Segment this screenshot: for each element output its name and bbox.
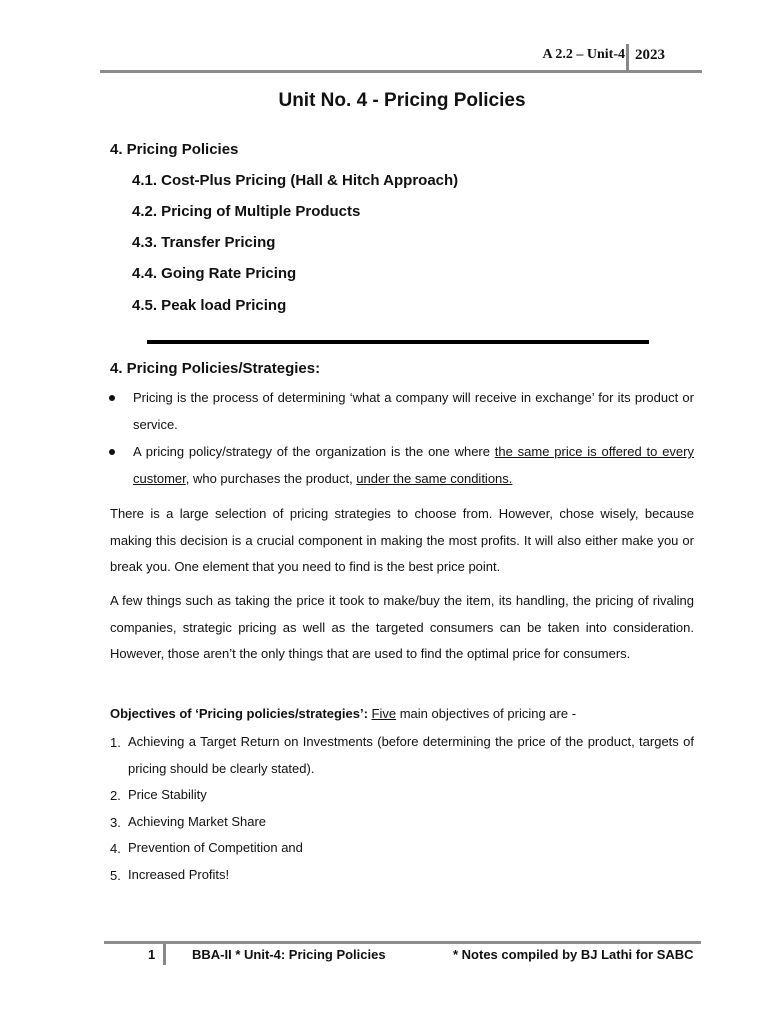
list-item: Increased Profits! [128,867,230,882]
footer-page-number: 1 [148,947,156,962]
list-number: 1. [110,735,121,750]
list-number: 4. [110,841,121,856]
list-number: 2. [110,788,121,803]
header-unit-code: A 2.2 – Unit-4 [542,47,625,62]
objectives-count: Five [371,706,397,721]
toc-item: 4.2. Pricing of Multiple Products [132,203,361,220]
header-rule [100,70,702,73]
bullet-icon [109,449,115,455]
bullet-text [133,439,694,492]
bullet-text-part: , who purchases the product, [185,470,357,486]
header-divider [626,44,629,70]
toc-item: 4.1. Cost-Plus Pricing (Hall & Hitch Approach) [132,172,459,189]
list-item: Achieving Market Share [128,814,267,829]
footer-notes: * Notes compiled by BJ Lathi for SABC [453,947,694,962]
objectives-label: Objectives of ‘Pricing policies/strategies’: [110,706,368,721]
underlined-phrase: under the same conditions. [356,470,513,486]
toc-item: 4.4. Going Rate Pricing [132,265,297,282]
section-separator [147,340,649,344]
footer-rule [104,941,701,944]
toc-item: 4.3. Transfer Pricing [132,234,276,251]
list-item: Achieving a Target Return on Investments (before determining the price of the product, targets of pricing should be clearly stated). [128,734,694,776]
section-heading: 4. Pricing Policies/Strategies: [110,360,321,377]
list-number: 5. [110,868,121,883]
bullet-text-part: A pricing policy/strategy of the organization is the one where [133,444,495,459]
bullet-text: Pricing is the process of determining ‘what a company will receive in exchange’ for its product or service. [133,390,694,432]
page-title: Unit No. 4 - Pricing Policies [278,90,526,111]
list-item: Prevention of Competition and [128,840,303,855]
list-number: 3. [110,815,121,830]
footer-course: BBA-II * Unit-4: Pricing Policies [192,947,386,962]
toc-heading: 4. Pricing Policies [110,141,239,158]
footer-divider [163,944,166,965]
paragraph: There is a large selection of pricing strategies to choose from. However, chose wisely, because making this decision is a crucial component in making the most profits. It will also either make you or break you. One element that you need to find is the best price point. [110,506,694,574]
underlined-phrase: the same price is offered to every customer [133,444,694,486]
paragraph: A few things such as taking the price it took to make/buy the item, its handling, the pricing of rivaling companies, strategic pricing as well as the targeted consumers can be taken into consideration. However, those aren’t the only things that are used to find the optimal price for consumers. [110,593,694,661]
toc-item: 4.5. Peak load Pricing [132,297,287,314]
objectives-heading [110,706,576,721]
header-year: 2023 [635,47,665,63]
list-item: Price Stability [128,787,207,802]
objectives-tail: main objectives of pricing are - [396,706,577,721]
bullet-icon [109,395,115,401]
